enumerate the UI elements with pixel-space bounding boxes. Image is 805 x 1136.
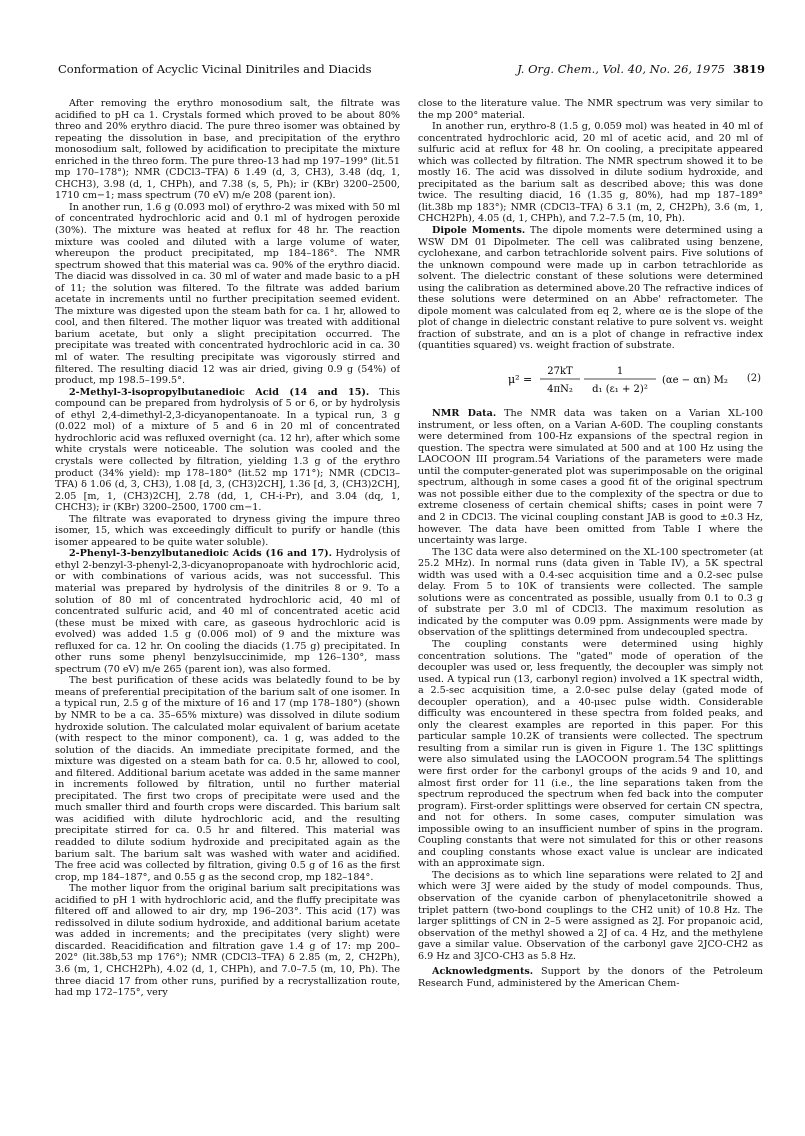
paragraph: In another run, erythro-8 (1.5 g, 0.059 mol) was heated in 40 ml of concentrated hydrochloric acid, 20 ml of acetic acid, and 20 ml of sulfuric acid at reflux for 48 hr. On cooling, a precipitate appeared which was collected by filtration. The NMR spectrum showed it to be mostly 16. The acid was dissolved in dilute sodium hydroxide, and precipitated as the barium salt as described above; this was done twice. The resulting diacid, 16 (1.35 g, 80%), had mp 187–189° (lit.38b mp 183°); NMR (CDCl3–TFA) δ 3.1 (m, 2, CH2Ph), 3.6 (m, 1, CHCH2Ph), 4.05 (d, 1, CHPh), and 7.2–7.5 (m, 10, Ph). (418, 121, 763, 225)
equation-2 (418, 362, 763, 396)
paragraph: After removing the erythro monosodium salt, the filtrate was acidified to pH ca 1. Crystals formed which proved to be about 80% threo and 20% erythro diacid. The pure threo isomer was obtained by repeating the dissolution in base, and precipitation of the erythro monosodium salt, followed by acidification to precipitate the mixture enriched in the threo form. The pure threo-13 had mp 197–199° (lit.51 mp 170–178°); NMR (CDCl3–TFA) δ 1.49 (d, 3, CH3), 3.48 (dq, 1, CHCH3), 3.98 (d, 1, CHPh), and 7.38 (s, 5, Ph); ir (KBr) 3200–2500, 1710 cm−1; mass spectrum (70 eV) m/e 208 (parent ion). (55, 98, 400, 202)
paragraph-text: This compound can be prepared from hydrolysis of 5 or 6, or by hydrolysis of ethyl 2,4-dimethyl-2,3-dicyanopentanoate. In a typical run, 3 g (0.022 mol) of a mixture of 5 and 6 in 20 ml of concentrated hydrochloric acid was refluxed overnight (ca. 12 hr), after which some white crystals were noticeable. The solution was cooled and the crystals were collected by filtration, yielding 1.3 g of the erythro product (34% yield): mp 178–180° (lit.52 mp 171°); NMR (CDCl3–TFA) δ 1.06 (d, 3, CH3), 1.08 [d, 3, (CH3)2CH], 1.36 [d, 3, (CH3)2CH], 2.05 [m, 1, (CH3)2CH], 2.78 (dd, 1, CH-i-Pr), and 3.04 (dq, 1, CHCH3); ir (KBr) 3200–2500, 1700 cm−1. (55, 386, 400, 514)
section-heading: NMR Data. (432, 408, 497, 420)
paragraph: The 13C data were also determined on the XL-100 spectrometer (at 25.2 MHz). In normal runs (data given in Table IV), a 5K spectral width was used with a 0.4-sec acquisition time and a 0.2-sec pulse delay. From 5 to 10K of transients were collected. The sample solutions were as concentrated as possible, usually from 0.1 to 0.3 g of substrate per 3.0 ml of CDCl3. The maximum resolution as indicated by the computer was 0.09 ppm. Assignments were made by observation of the splittings determined from undecoupled spectra. (418, 546, 763, 639)
eq-frac1-numerator: 27kT (547, 366, 573, 378)
running-head (58, 62, 765, 76)
paragraph (418, 225, 763, 352)
equation-body (508, 362, 747, 396)
journal-citation (517, 62, 765, 76)
paragraph (55, 387, 400, 514)
paragraph-text: Support by the donors of the Petroleum Research Fund, administered by the American Chem- (418, 966, 763, 989)
equation-number: (2) (746, 373, 761, 385)
article-short-title: Conformation of Acyclic Vicinal Dinitriles and Diacids (58, 62, 372, 76)
right-column (418, 98, 763, 1108)
paragraph: The mother liquor from the original barium salt precipitations was acidified to pH 1 with hydrochloric acid, and the fluffy precipitate was filtered off and allowed to air dry, mp 196–203°. This acid (17) was redissolved in dilute sodium hydroxide, and additional barium acetate was added in increments; and the precipitates (very slight) were discarded. Reacidification and filtration gave 1.4 g of 17: mp 200–202° (lit.38b,53 mp 176°); NMR (CDCl3–TFA) δ 2.85 (m, 2, CH2Ph), 3.6 (m, 1, CHCH2Ph), 4.02 (d, 1, CHPh), and 7.0–7.5 (m, 10, Ph). The three diacid 17 from other runs, purified by a recrystallization route, had mp 172–175°, very (55, 883, 400, 999)
page-number: 3819 (732, 62, 765, 76)
journal-name: J. Org. Chem., Vol. 40, No. 26, 1975 (517, 62, 725, 76)
section-heading: Acknowledgments. (432, 966, 534, 978)
section-heading: Dipole Moments. (432, 225, 526, 237)
paragraph-text: The NMR data was taken on a Varian XL-100 instrument, or less often, on a Varian A-60D. The coupling constants were determined from 100-Hz expansions of the spectral region in question. The spectra were simulated at 500 and at 100 Hz using the LAOCOON III program.54 Variations of the parameters were made until the computer-generated plot was superimposable on the original spectrum, although in some cases a good fit of the original spectrum was not possible either due to the complexity of the spectra or due to extreme closeness of certain chemical shifts; cases in point were 7 and 2 in CDCl3. The vicinal coupling constant JAB is good to ±0.3 Hz, however. The data have been omitted from Table I where the uncertainty was large. (418, 408, 763, 547)
paragraph: The coupling constants were determined using highly concentration solutions. The "gated" mode of operation of the decoupler was used or, less frequently, the decoupler was simply not used. A typical run (13, carbonyl region) involved a 1K spectral width, a 2.5-sec acquisition time, a 2.0-sec pulse delay (gated mode of decoupler operation), and a 40-μsec pulse width. Considerable difficulty was encountered in these spectra from folded peaks, and only the clearest examples are reported in this paper. For this particular sample 10.2K of transients were collected. The spectrum resulting from a similar run is given in Figure 1. The 13C splittings were also simulated using the LAOCOON program.54 The splittings were first order for the carbonyl groups of the acids 9 and 10, and almost first order for 11 (i.e., the line separations taken from the spectrum reproduced the spectrum when fed back into the computer program). First-order splittings were observed for certain CN spectra, and not for others. In some cases, computer simulation was impossible owing to an insufficient number of spins in the program. Coupling constants that were not simulated for this or other reasons and coupling constants whose exact value is unclear are indicated with an approximate sign. (418, 638, 763, 870)
eq-frac2-numerator: 1 (616, 366, 624, 378)
paragraph: The decisions as to which line separations were related to 2J and which were 3J were aided by the study of model compounds. Thus, observation of the cyanide carbon of phenylacetonitrile showed a triplet pattern (two-bond couplings to the CH2 unit) of 10.8 Hz. The larger splittings of CN in 2–5 were assigned as 2J. For propanoic acid, observation of the methyl showed a 2J of ca. 4 Hz, and the methylene gave a similar value. Observation of the carbonyl gave 2JCO-CH2 as 6.9 Hz and 3JCO-CH3 as 5.8 Hz. (418, 869, 763, 962)
eq-frac2-denominator: d₁ (ε₁ + 2)² (592, 384, 648, 396)
paragraph: The filtrate was evaporated to dryness giving the impure threo isomer, 15, which was exceedingly difficult to purify or handle (this isomer appeared to be quite water soluble). (55, 513, 400, 548)
paragraph: close to the literature value. The NMR spectrum was very similar to the mp 200° material. (418, 98, 763, 121)
paragraph-text: The dipole moments were determined using a WSW DM 01 Dipolmeter. The cell was calibrated using benzene, cyclohexane, and carbon tetrachloride solvent pairs. Five solutions of the unknown compound were made up in carbon tetrachloride as solvent. The dielectric constant of these solutions were determined using the calibration as determined above.20 The refractive indices of these solutions were determined on an Abbe' refractometer. The dipole moment was calculated from eq 2, where αe is the slope of the plot of change in dielectric constant relative to pure solvent vs. weight fraction of substrate, and αn is a plot of change in refractive index (quantities squared) vs. weight fraction of substrate. (418, 225, 763, 352)
paragraph (418, 966, 763, 989)
eq-lhs: μ² = (508, 373, 533, 387)
section-heading: 2-Phenyl-3-benzylbutanedioic Acids (16 and 17). (69, 548, 333, 560)
eq-frac1-denominator: 4πN₂ (547, 384, 573, 396)
paragraph (55, 548, 400, 675)
section-heading: 2-Methyl-3-isopropylbutanedioic Acid (14 and 15). (69, 386, 370, 398)
paragraph-text: Hydrolysis of ethyl 2-benzyl-3-phenyl-2,3-dicyanopropanoate with hydrochloric acid, or with combinations of various acids, was not successful. This material was prepared by hydrolysis of the dinitriles 8 or 9. To a solution of 80 ml of concentrated hydrochloric acid, 40 ml of concentrated sulfuric acid, and 40 ml of concentrated acetic acid (these must be mixed with care, as gaseous hydrochloric acid is evolved) was added 1.5 g (0.006 mol) of 9 and the mixture was refluxed for ca. 12 hr. On cooling the diacids (1.75 g) precipitated. In other runs some phenyl benzylsuccinimide, mp 126–130°, mass spectrum (70 eV) m/e 265 (parent ion), was also formed. (55, 548, 400, 675)
paragraph: The best purification of these acids was belatedly found to be by means of preferential precipitation of the barium salt of one isomer. In a typical run, 2.5 g of the mixture of 16 and 17 (mp 178–180°) (shown by NMR to be a ca. 35–65% mixture) was dissolved in dilute sodium hydroxide solution. The calculated molar equivalent of barium acetate (with respect to the minor component), ca. 1 g, was added to the solution of the diacids. An immediate precipitate formed, and the mixture was digested on a steam bath for ca. 0.5 hr, allowed to cool, and filtered. Additional barium acetate was added in the same manner in increments followed by filtration, until no further material precipitated. The first two crops of precipitate were used and the much smaller third and fourth crops were discarded. This barium salt was acidified with dilute hydrochloric acid, and the resulting precipitate stirred for ca. 0.5 hr and filtered. This material was readded to dilute sodium hydroxide and precipitated again as the barium salt. The barium salt was washed with water and acidified. The free acid was collected by filtration, giving 0.5 g of 16 as the first crop, mp 184–187°, and 0.55 g as the second crop, mp 182–184°. (55, 675, 400, 883)
paragraph: In another run, 1.6 g (0.093 mol) of erythro-2 was mixed with 50 ml of concentrated hydrochloric acid and 0.1 ml of hydrogen peroxide (30%). The mixture was heated at reflux for 48 hr. The reaction mixture was cooled and diluted with a large volume of water, whereupon the product precipitated, mp 184–186°. The NMR spectrum showed that this material was ca. 90% of the erythro diacid. The diacid was dissolved in ca. 30 ml of water and made basic to a pH of 11; the solution was filtered. To the filtrate was added barium acetate in increments until no further precipitation seemed evident. The mixture was digested upon the steam bath for ca. 1 hr, allowed to cool, and then filtered. The mother liquor was treated with additional barium acetate, but only a slight precipitation occurred. The precipitate was treated with concentrated hydrochloric acid in ca. 30 ml of water. The resulting precipitate was vigorously stirred and filtered. The resulting diacid 12 was air dried, giving 0.9 g (54%) of product, mp 198.5–199.5°. (55, 201, 400, 387)
left-column (55, 98, 400, 1108)
paragraph (418, 408, 763, 547)
eq-rhs: (αe − αn) M₂ (662, 375, 728, 387)
